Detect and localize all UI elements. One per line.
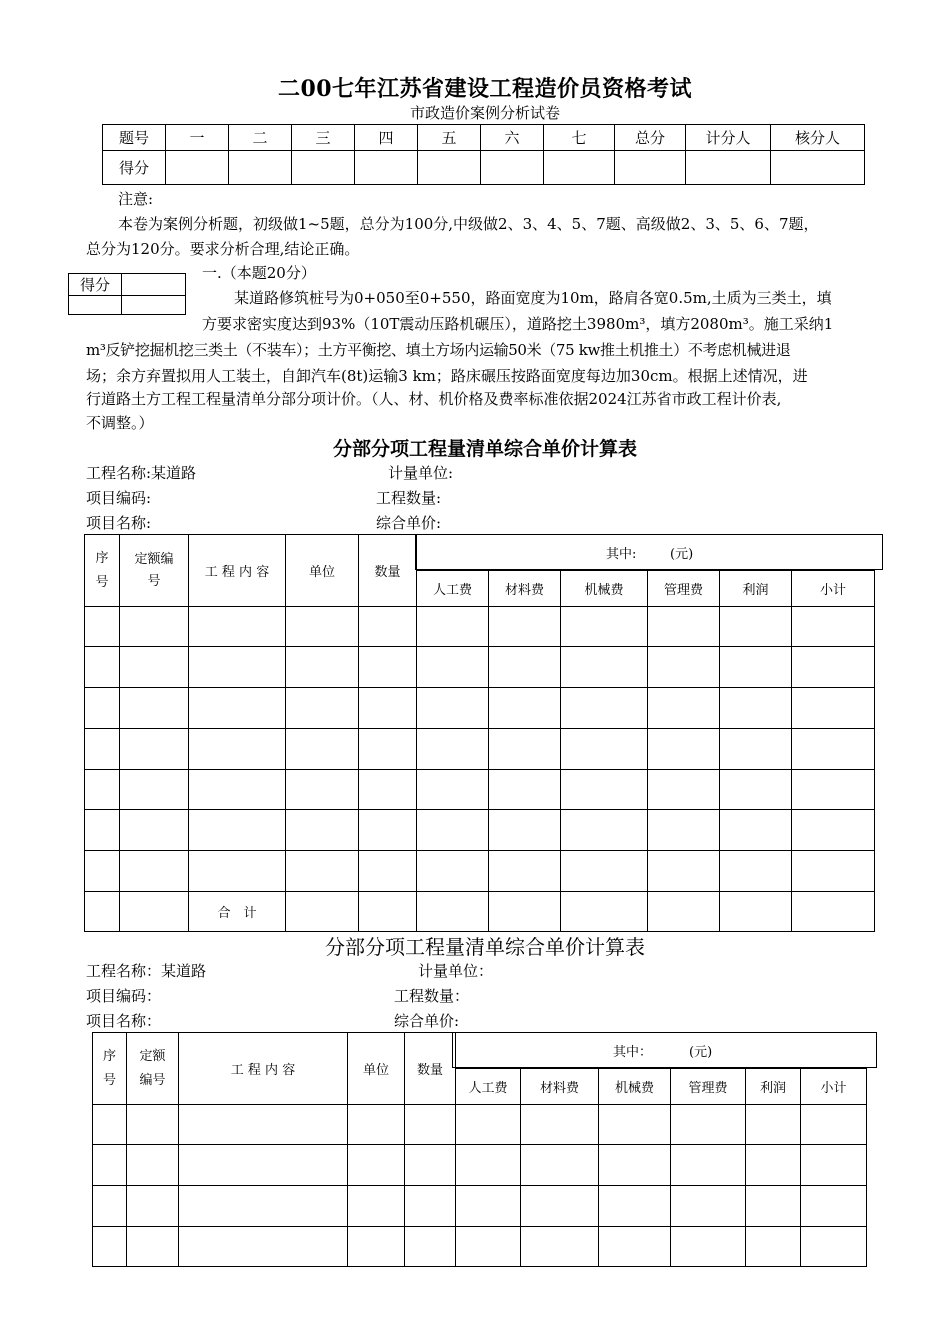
score-cell[interactable] [771, 151, 865, 185]
calc1-project-name: 工程名称:某道路 [86, 464, 197, 482]
calc2-header-content: 工 程 内 容 [179, 1033, 348, 1105]
q1-score-cell[interactable] [122, 296, 186, 315]
calc1-quantity-label: 工程数量: [376, 489, 442, 507]
calc-table-1 [84, 534, 875, 932]
calc-table-2-title: 分部分项工程量清单综合单价计算表 [325, 935, 645, 959]
q1-score-value[interactable] [122, 274, 186, 296]
calc2-header-subtotal: 小计 [801, 1069, 867, 1105]
calc2-yuan-label: (元) [689, 1045, 713, 1060]
calc1-among-label: 其中: [606, 547, 637, 562]
score-col-5: 五 [418, 125, 481, 151]
score-cell[interactable] [686, 151, 771, 185]
calc2-quantity-label: 工程数量： [394, 987, 470, 1005]
q1-line-5: 行道路土方工程工程量清单分部分项计价。（人、材、机价格及费率标准依据2024江苏省市政工程计价表, [86, 390, 782, 408]
calc2-header-unit: 单位 [348, 1033, 405, 1105]
q1-line-1: 某道路修筑桩号为0+050至0+550，路面宽度为10m，路肩各宽0.5m,土质为三类土，填 [234, 289, 832, 307]
score-col-1: 一 [166, 125, 229, 151]
calc2-header-material: 材料费 [521, 1069, 599, 1105]
table-row [85, 729, 875, 770]
q1-score-cell[interactable] [69, 296, 122, 315]
calc1-total-label: 合 计 [189, 892, 286, 932]
score-col-7: 七 [544, 125, 615, 151]
table-row [85, 770, 875, 810]
page-subtitle: 市政造价案例分析试卷 [409, 104, 560, 122]
q1-line-6: 不调整。） [86, 414, 154, 432]
score-cell[interactable] [615, 151, 686, 185]
calc2-header-machine: 机械费 [599, 1069, 671, 1105]
score-col-2: 二 [229, 125, 292, 151]
notice-line-2: 总分为120分。要求分析合理,结论正确。 [86, 240, 360, 258]
calc1-item-code: 项目编码: [86, 489, 152, 507]
score-col-scorer: 计分人 [686, 125, 771, 151]
score-table-row2-label: 得分 [103, 151, 166, 185]
q1-heading: 一.（本题20分） [202, 264, 316, 282]
score-col-total: 总分 [615, 125, 686, 151]
notice-line-1: 本卷为案例分析题，初级做1~5题，总分为100分,中级做2、3、4、5、7题、高级做2、3、5、6、7题， [118, 215, 819, 233]
score-table [102, 124, 865, 185]
q1-line-3: m³反铲挖掘机挖三类土（不装车）；土方平衡挖、填土方场内运输50米（75 kw推土机推土）不考虑机械进退 [86, 341, 791, 359]
calc2-project-name: 工程名称：某道路 [86, 962, 207, 980]
table-row [85, 851, 875, 892]
calc2-header-labor: 人工费 [456, 1069, 521, 1105]
calc1-unit-price-label: 综合单价: [376, 514, 442, 532]
calc2-header-seq: 序号 [93, 1033, 127, 1105]
table-row [93, 1145, 867, 1186]
table-row [85, 810, 875, 851]
calc1-header-labor: 人工费 [417, 571, 489, 607]
calc1-header-unit: 单位 [286, 535, 359, 607]
calc1-header-seq: 序号 [85, 535, 120, 607]
calc2-unit-label: 计量单位： [418, 962, 494, 980]
calc1-header-profit: 利润 [720, 571, 792, 607]
calc1-yuan-label: (元) [670, 547, 694, 562]
calc1-item-name: 项目名称: [86, 514, 152, 532]
calc1-unit-label: 计量单位: [388, 464, 454, 482]
score-cell[interactable] [355, 151, 418, 185]
calc1-header-subtotal: 小计 [792, 571, 875, 607]
calc1-header-material: 材料费 [489, 571, 561, 607]
calc2-header-profit: 利润 [746, 1069, 801, 1105]
calc2-item-name: 项目名称： [86, 1012, 162, 1030]
calc2-item-code: 项目编码： [86, 987, 162, 1005]
table-row [93, 1105, 867, 1145]
table-row [85, 607, 875, 647]
score-cell[interactable] [544, 151, 615, 185]
table-row [85, 647, 875, 688]
score-col-3: 三 [292, 125, 355, 151]
calc2-unit-price-label: 综合单价: [394, 1012, 460, 1030]
calc-table-2 [92, 1032, 867, 1267]
q1-score-box [68, 273, 186, 315]
score-cell[interactable] [481, 151, 544, 185]
score-cell[interactable] [229, 151, 292, 185]
notice-label: 注意: [118, 190, 154, 208]
calc2-header-mgmt: 管理费 [671, 1069, 746, 1105]
calc1-header-content: 工 程 内 容 [189, 535, 286, 607]
q1-line-2: 方要求密实度达到93%（10T震动压路机碾压），道路挖土3980m³，填方2080m³。施工采纳1 [202, 315, 834, 333]
score-cell[interactable] [418, 151, 481, 185]
calc2-header-quota: 定额编号 [127, 1033, 179, 1105]
calc2-header-qty: 数量 [405, 1033, 456, 1105]
table-row [93, 1186, 867, 1227]
calc1-header-machine: 机械费 [561, 571, 648, 607]
score-table-row1-label: 题号 [103, 125, 166, 151]
score-cell[interactable] [292, 151, 355, 185]
score-cell[interactable] [166, 151, 229, 185]
calc1-header-mgmt: 管理费 [648, 571, 720, 607]
table-row [85, 688, 875, 729]
score-col-checker: 核分人 [771, 125, 865, 151]
calc1-header-quota: 定额编号 [120, 535, 189, 607]
table-row [93, 1227, 867, 1267]
calc2-among-label: 其中： [613, 1045, 653, 1060]
calc-table-1-title: 分部分项工程量清单综合单价计算表 [332, 438, 637, 460]
q1-line-4: 场；余方弃置拟用人工装土，自卸汽车(8t)运输3 km；路床碾压按路面宽度每边加30cm。根据上述情况，进 [86, 367, 808, 385]
score-col-4: 四 [355, 125, 418, 151]
calc1-header-qty: 数量 [359, 535, 417, 607]
q1-score-label: 得分 [69, 274, 122, 296]
total-row [85, 892, 875, 932]
page-title: 二00七年江苏省建设工程造价员资格考试 [277, 76, 693, 102]
score-col-6: 六 [481, 125, 544, 151]
